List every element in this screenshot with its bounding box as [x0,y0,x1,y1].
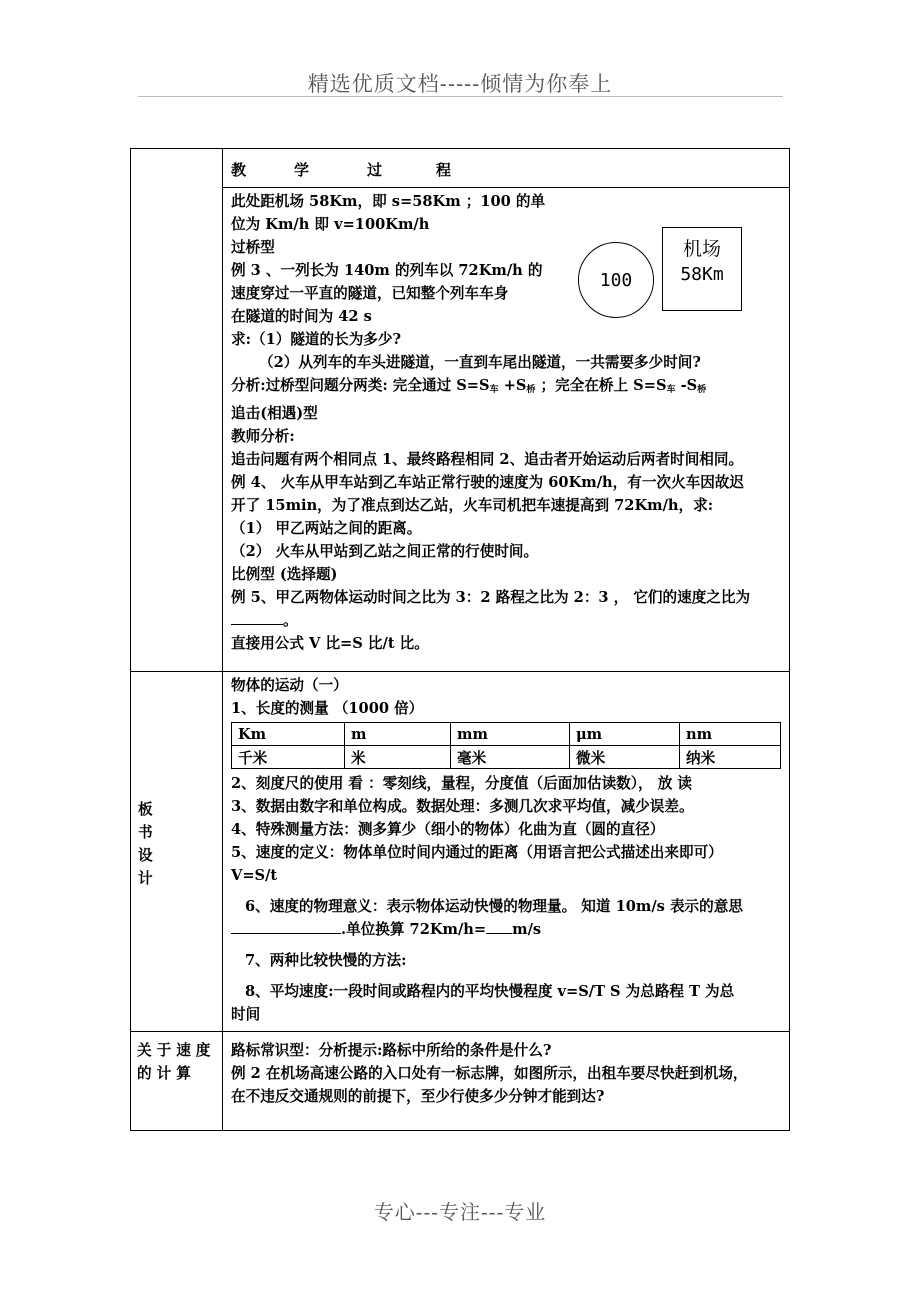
row-divider-board [130,671,790,672]
text-line: （1） 甲乙两站之间的距离。 [231,520,422,537]
speed-calc-label: 关于速度的计算 [137,1042,216,1082]
text-line: 7、两种比较快慢的方法: [245,952,407,969]
answer-blank [486,933,512,934]
text-line: 路标常识型：分析提示:路标中所给的条件是什么? [231,1042,552,1059]
text-line: （2）从列车的车头进隧道，一直到车尾出隧道，一共需要多少时间? [259,354,701,371]
table-cell: 微米 [570,746,680,769]
text-line: 物体的运动（一） [231,677,348,694]
row-divider-speed [130,1031,790,1032]
text-line: 位为 Km/h 即 v=100Km/h [231,216,430,233]
sign-distance: 58Km [680,264,724,285]
text-line: 分析:过桥型问题分两类: 完全通过 $S=S_车 +S_桥$ ；完全在桥上 $S=S_车$ $-S_桥$ [231,377,707,395]
answer-blank [231,933,341,934]
page-footer: 专心---专注---专业 [373,1200,547,1224]
text-line: 速度穿过一平直的隧道，已知整个列车车身 [231,285,509,302]
text-line: 2、刻度尺的使用 看 ：零刻线，量程，分度值（后面加估读数）， 放 读 [231,775,692,792]
table-cell: nm [680,723,781,746]
table-cell: μm [570,723,680,746]
text-line: 开了 15min，为了准点到达乙站，火车司机把车速提高到 72Km/h，求: [231,497,714,514]
text-line: 3、数据由数字和单位构成。数据处理：多测几次求平均值，减少误差。 [231,798,694,815]
process-title [231,159,451,180]
text-line: 追击(相遇)型 [231,405,318,422]
speed-limit-sign: 100 [578,242,654,318]
board-content [231,674,787,720]
table-cell: 毫米 [451,746,570,769]
text-line: 比例型 (选择题) [231,566,338,583]
text-line: 追击问题有两个相同点 1、最终路程相同 2、追击者开始运动后两者时间相同。 [231,451,744,468]
text-line: 6、速度的物理意义：表示物体运动快慢的物理量。 知道 10m/s 表示的意思 [245,898,743,915]
text-line: 例 4、 火车从甲车站到乙车站正常行驶的速度为 60Km/h，有一次火车因故迟 [231,474,744,491]
title-row-divider [222,187,790,188]
text-line: 例 5、甲乙两物体运动时间之比为 3：2 路程之比为 2：3 ， 它们的速度之比为 [231,589,751,606]
column-divider [222,148,223,1131]
text-line: 在隧道的时间为 42 s [231,308,372,325]
table-row [232,723,781,746]
text-line: 5、速度的定义：物体单位时间内通过的距离（用语言把公式描述出来即可） [231,844,723,861]
text-line: 例 2 在机场高速公路的入口处有一标志牌，如图所示，出租车要尽快赶到机场， [231,1065,748,1082]
text-line: （2） 火车从甲站到乙站之间正常的行使时间。 [231,543,539,560]
header-rule [138,96,783,97]
text-line: 8、平均速度:一段时间或路程内的平均快慢程度 v=S/T S 为总路程 T 为总 [245,983,735,1000]
title-char: 教 [231,161,247,179]
text-line: 过桥型 [231,239,275,256]
table-cell: 米 [345,746,451,769]
title-char: 过 [367,161,383,179]
title-char: 程 [436,161,452,179]
table-cell: 纳米 [680,746,781,769]
text-line: 时间 [231,1006,261,1023]
table-cell: Km [232,723,345,746]
sign-label: 机场 [682,238,721,260]
airport-distance-sign [662,227,742,311]
table-row [232,746,781,769]
answer-blank [231,624,283,625]
text-line: 直接用公式 V 比=S 比/t 比。 [231,635,429,652]
text-line: 求:（1）隧道的长为多少? [231,331,402,348]
text-line: V=S/t [231,867,278,884]
text-line: 4、特殊测量方法：测多算少（细小的物体）化曲为直（圆的直径） [231,821,665,838]
table-cell: mm [451,723,570,746]
length-units-table [231,722,781,769]
title-char: 学 [294,161,310,179]
text-line: 教师分析: [231,428,295,445]
text-line: 1、长度的测量 （1000 倍） [231,700,424,717]
board-content-2 [231,772,787,1026]
board-design-label: 板 书 设 计 [138,801,153,887]
text-line: 在不违反交通规则的前提下，至少行使多少分钟才能到达? [231,1088,605,1105]
page-header: 精选优质文档-----倾情为你奉上 [307,72,613,96]
speed-content [231,1039,787,1108]
text-line: 此处距机场 58Km，即 s=58Km ；100 的单 [231,193,546,210]
table-cell: m [345,723,451,746]
text-line: 。 [231,609,787,632]
table-cell: 千米 [232,746,345,769]
text-line: 例 3 、一列长为 140m 的列车以 72Km/h 的 [231,262,543,279]
text-line: .单位换算 72Km/h= m/s [231,918,787,941]
